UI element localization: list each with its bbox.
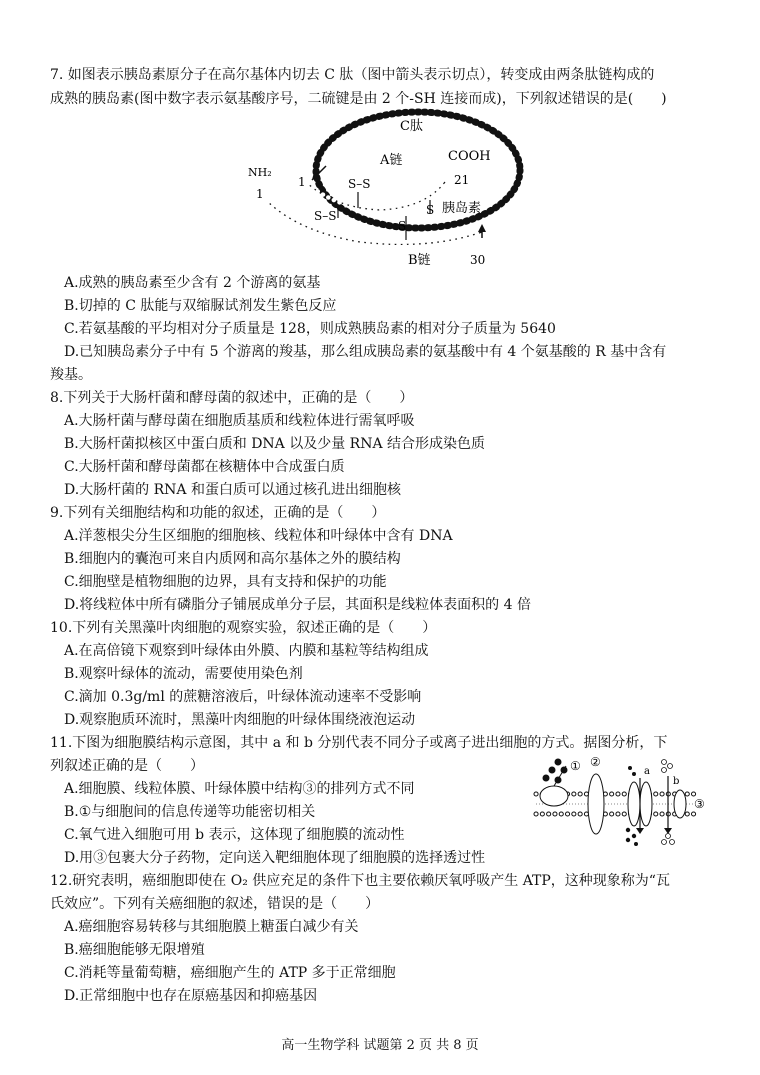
q11-stem-line2: 列叙述正确的是（ ） xyxy=(50,758,204,774)
q9-option-b: B.细胞内的囊泡可来自内质网和高尔基体之外的膜结构 xyxy=(64,551,401,567)
q8-option-c: C.大肠杆菌和酵母菌都在核糖体中合成蛋白质 xyxy=(64,459,345,475)
label-b: b xyxy=(673,776,680,787)
nh2-label: NH₂ xyxy=(248,166,272,179)
q9-option-d: D.将线粒体中所有磷脂分子铺展成单分子层，其面积是线粒体表面积的 4 倍 xyxy=(64,597,531,613)
q11-option-b: B.①与细胞间的信息传递等功能密切相关 xyxy=(64,804,316,820)
q7-option-a: A.成熟的胰岛素至少含有 2 个游离的氨基 xyxy=(64,275,321,291)
q9-option-c: C.细胞壁是植物细胞的边界，具有支持和保护的功能 xyxy=(64,574,387,590)
q12-option-d: D.正常细胞中也存在原癌基因和抑癌基因 xyxy=(64,988,318,1004)
q12-option-a: A.癌细胞容易转移与其细胞膜上糖蛋白减少有关 xyxy=(64,919,359,935)
s-label-b: S xyxy=(398,219,407,233)
q9-stem: 9.下列有关细胞结构和功能的叙述，正确的是（ ） xyxy=(50,505,386,521)
q7-stem-line1: 7. 如图表示胰岛素原分子在高尔基体内切去 C 肽（图中箭头表示切点），转变成由两条肽链构成的 xyxy=(50,67,655,83)
a-chain-label: A链 xyxy=(380,153,403,168)
ss-label-1: S–S xyxy=(348,177,371,191)
q7-stem-line2: 成熟的胰岛素(图中数字表示氨基酸序号，二硫键是由 2 个-SH 连接而成)，下列叙述错误的是( ) xyxy=(50,91,667,107)
q10-option-d: D.观察胞质环流时，黑藻叶肉细胞的叶绿体围绕液泡运动 xyxy=(64,712,416,728)
cell-membrane-figure xyxy=(530,748,710,848)
q11-option-d: D.用③包裹大分子药物，定向送入靶细胞体现了细胞膜的选择透过性 xyxy=(64,850,486,866)
page-footer: 高一生物学科 试题第 2 页 共 8 页 xyxy=(281,1038,479,1053)
insulin-label: 胰岛素 xyxy=(442,201,482,216)
b-chain-label: B链 xyxy=(408,253,431,268)
s-label-a: S xyxy=(426,203,435,217)
q7-option-d-line1: D.已知胰岛素分子中有 5 个游离的羧基，那么组成胰岛素的氨基酸中有 4 个氨基酸的 R 基中含有 xyxy=(64,344,667,360)
q7-option-c: C.若氨基酸的平均相对分子质量是 128，则成熟胰岛素的相对分子质量为 5640 xyxy=(64,321,556,337)
q11-option-c: C.氧气进入细胞可用 b 表示，这体现了细胞膜的流动性 xyxy=(64,827,405,843)
insulin-figure xyxy=(240,104,530,272)
c-peptide-label: C肽 xyxy=(400,119,423,134)
a-chain-end-number: 21 xyxy=(454,173,470,187)
b-chain-end-number: 30 xyxy=(470,253,486,267)
label-3: ③ xyxy=(694,797,705,811)
q7-option-d-line2: 羧基。 xyxy=(50,367,92,383)
ss-label-2: S–S xyxy=(314,209,337,223)
q11-option-a: A.细胞膜、线粒体膜、叶绿体膜中结构③的排列方式不同 xyxy=(64,781,415,797)
q12-stem-line1: 12.研究表明，癌细胞即使在 O₂ 供应充足的条件下也主要依赖厌氧呼吸产生 ATP，这种现象称为“瓦 xyxy=(50,873,670,889)
q12-option-c: C.消耗等量葡萄糖，癌细胞产生的 ATP 多于正常细胞 xyxy=(64,965,396,981)
label-2: ② xyxy=(590,755,601,769)
b-chain-start-number: 1 xyxy=(256,187,264,201)
label-1: ① xyxy=(570,759,581,773)
q10-option-a: A.在高倍镜下观察到叶绿体由外膜、内膜和基粒等结构组成 xyxy=(64,643,429,659)
label-a: a xyxy=(644,766,650,777)
q8-option-b: B.大肠杆菌拟核区中蛋白质和 DNA 以及少量 RNA 结合形成染色质 xyxy=(64,436,486,452)
cooh-label: COOH xyxy=(448,149,491,164)
q8-option-a: A.大肠杆菌与酵母菌在细胞质基质和线粒体进行需氧呼吸 xyxy=(64,413,415,429)
a-chain-start-number: 1 xyxy=(298,175,306,189)
q8-stem: 8.下列关于大肠杆菌和酵母菌的叙述中，正确的是（ ） xyxy=(50,390,414,406)
q12-option-b: B.癌细胞能够无限增殖 xyxy=(64,942,205,958)
q11-stem-line1: 11.下图为细胞膜结构示意图，其中 a 和 b 分别代表不同分子或离子进出细胞的方式。据图分析，下 xyxy=(50,735,668,751)
q9-option-a: A.洋葱根尖分生区细胞的细胞核、线粒体和叶绿体中含有 DNA xyxy=(64,528,453,544)
channel-protein xyxy=(628,782,640,826)
q12-stem-line2: 氏效应”。下列有关癌细胞的叙述，错误的是（ ） xyxy=(50,896,380,912)
q7-option-b: B.切掉的 C 肽能与双缩脲试剂发生紫色反应 xyxy=(64,298,337,314)
glycoprotein xyxy=(540,786,568,806)
transmembrane-protein xyxy=(588,774,604,834)
q10-stem: 10.下列有关黑藻叶肉细胞的观察实验，叙述正确的是（ ） xyxy=(50,620,437,636)
q8-option-d: D.大肠杆菌的 RNA 和蛋白质可以通过核孔进出细胞核 xyxy=(64,482,401,498)
q10-option-b: B.观察叶绿体的流动，需要使用染色剂 xyxy=(64,666,303,682)
q10-option-c: C.滴加 0.3g/ml 的蔗糖溶液后，叶绿体流动速率不受影响 xyxy=(64,689,422,705)
